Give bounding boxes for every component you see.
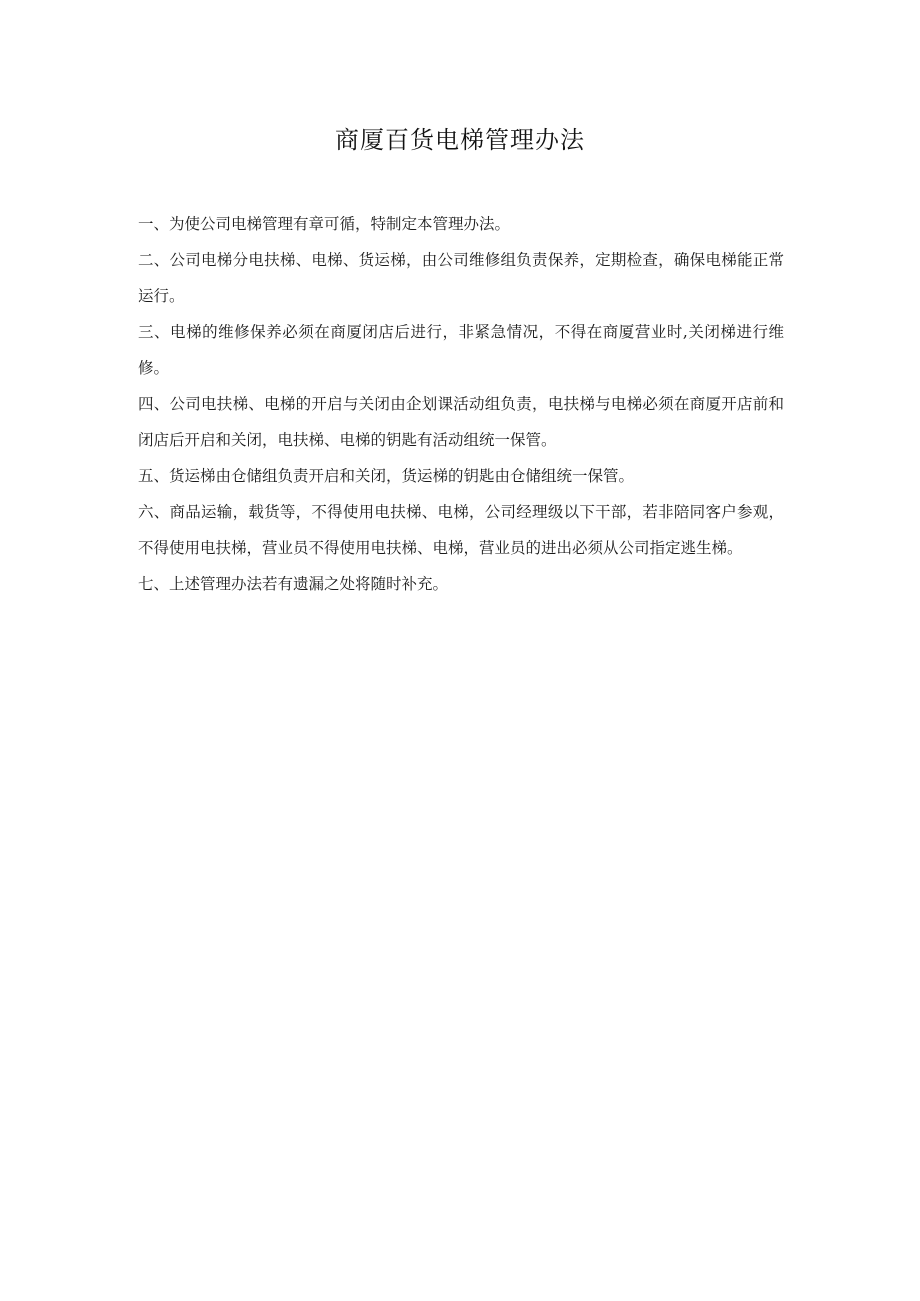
document-body: [138, 206, 784, 602]
paragraph-6: 六、商品运输，载货等，不得使用电扶梯、电梯，公司经理级以下干部，若非陪同客户参观，不得使用电扶梯，营业员不得使用电扶梯、电梯，营业员的进出必须从公司指定逃生梯。: [138, 503, 784, 557]
paragraph-4: 四、公司电扶梯、电梯的开启与关闭由企划课活动组负责，电扶梯与电梯必须在商厦开店前和闭店后开启和关闭，电扶梯、电梯的钥匙有活动组统一保管。: [138, 395, 784, 449]
paragraph-2: 二、公司电梯分电扶梯、电梯、货运梯，由公司维修组负责保养，定期检查，确保电梯能正常运行。: [138, 251, 784, 305]
paragraph-5: 五、货运梯由仓储组负责开启和关闭，货运梯的钥匙由仓储组统一保管。: [138, 467, 635, 485]
paragraph-7: 七、上述管理办法若有遗漏之处将随时补充。: [138, 575, 449, 593]
document-title: 商厦百货电梯管理办法: [335, 126, 585, 154]
paragraph-1: 一、为使公司电梯管理有章可循，特制定本管理办法。: [138, 215, 511, 233]
paragraph-3: 三、电梯的维修保养必须在商厦闭店后进行，非紧急情况，不得在商厦营业时,关闭梯进行维修。: [138, 323, 784, 377]
